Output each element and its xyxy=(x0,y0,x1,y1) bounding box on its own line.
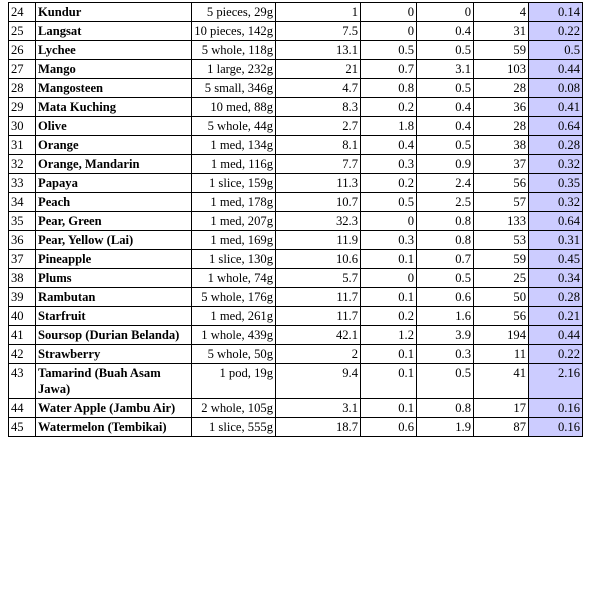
value-col-3: 0.4 xyxy=(417,117,474,136)
value-col-1: 1 xyxy=(276,3,361,22)
table-row xyxy=(9,117,583,136)
value-col-3: 0.5 xyxy=(417,79,474,98)
value-col-4: 25 xyxy=(474,269,529,288)
value-col-3: 0.5 xyxy=(417,364,474,399)
table-row xyxy=(9,326,583,345)
serving-size: 1 slice, 555g xyxy=(192,418,276,437)
value-col-1: 9.4 xyxy=(276,364,361,399)
fruit-name: Starfruit xyxy=(36,307,192,326)
row-number: 33 xyxy=(9,174,36,193)
table-row xyxy=(9,60,583,79)
value-col-4: 194 xyxy=(474,326,529,345)
value-col-4: 38 xyxy=(474,136,529,155)
value-col-2: 0 xyxy=(361,3,417,22)
value-col-5: 0.64 xyxy=(529,212,583,231)
fruit-name: Orange xyxy=(36,136,192,155)
row-number: 31 xyxy=(9,136,36,155)
value-col-5: 0.08 xyxy=(529,79,583,98)
value-col-1: 10.6 xyxy=(276,250,361,269)
table-row xyxy=(9,231,583,250)
value-col-4: 57 xyxy=(474,193,529,212)
serving-size: 10 med, 88g xyxy=(192,98,276,117)
value-col-1: 11.7 xyxy=(276,288,361,307)
value-col-2: 0.6 xyxy=(361,418,417,437)
serving-size: 5 small, 346g xyxy=(192,79,276,98)
value-col-5: 0.22 xyxy=(529,345,583,364)
table-row xyxy=(9,98,583,117)
value-col-2: 0.2 xyxy=(361,98,417,117)
serving-size: 1 med, 261g xyxy=(192,307,276,326)
value-col-1: 13.1 xyxy=(276,41,361,60)
serving-size: 1 med, 169g xyxy=(192,231,276,250)
row-number: 27 xyxy=(9,60,36,79)
value-col-4: 41 xyxy=(474,364,529,399)
row-number: 29 xyxy=(9,98,36,117)
value-col-2: 0.8 xyxy=(361,79,417,98)
value-col-5: 0.44 xyxy=(529,326,583,345)
fruit-name: Watermelon (Tembikai) xyxy=(36,418,192,437)
value-col-5: 0.31 xyxy=(529,231,583,250)
table-row xyxy=(9,399,583,418)
serving-size: 2 whole, 105g xyxy=(192,399,276,418)
value-col-5: 0.14 xyxy=(529,3,583,22)
value-col-5: 0.5 xyxy=(529,41,583,60)
value-col-4: 11 xyxy=(474,345,529,364)
serving-size: 5 whole, 176g xyxy=(192,288,276,307)
fruit-name: Pear, Yellow (Lai) xyxy=(36,231,192,250)
value-col-3: 1.6 xyxy=(417,307,474,326)
value-col-4: 4 xyxy=(474,3,529,22)
table-row xyxy=(9,174,583,193)
serving-size: 1 slice, 130g xyxy=(192,250,276,269)
value-col-4: 28 xyxy=(474,79,529,98)
table-row xyxy=(9,212,583,231)
table-row xyxy=(9,155,583,174)
value-col-2: 0 xyxy=(361,22,417,41)
value-col-1: 11.3 xyxy=(276,174,361,193)
value-col-2: 0.2 xyxy=(361,307,417,326)
value-col-3: 0.8 xyxy=(417,212,474,231)
value-col-5: 0.41 xyxy=(529,98,583,117)
fruit-name: Pear, Green xyxy=(36,212,192,231)
value-col-1: 5.7 xyxy=(276,269,361,288)
value-col-1: 8.3 xyxy=(276,98,361,117)
value-col-2: 0.1 xyxy=(361,399,417,418)
value-col-2: 0.1 xyxy=(361,288,417,307)
value-col-3: 1.9 xyxy=(417,418,474,437)
value-col-2: 0.7 xyxy=(361,60,417,79)
table-row xyxy=(9,345,583,364)
serving-size: 1 large, 232g xyxy=(192,60,276,79)
value-col-4: 28 xyxy=(474,117,529,136)
value-col-5: 0.44 xyxy=(529,60,583,79)
value-col-1: 32.3 xyxy=(276,212,361,231)
value-col-2: 0.2 xyxy=(361,174,417,193)
value-col-3: 0.5 xyxy=(417,269,474,288)
fruit-name: Strawberry xyxy=(36,345,192,364)
serving-size: 1 med, 207g xyxy=(192,212,276,231)
table-row xyxy=(9,288,583,307)
row-number: 24 xyxy=(9,3,36,22)
value-col-5: 0.22 xyxy=(529,22,583,41)
serving-size: 10 pieces, 142g xyxy=(192,22,276,41)
value-col-4: 87 xyxy=(474,418,529,437)
fruit-name: Orange, Mandarin xyxy=(36,155,192,174)
value-col-1: 8.1 xyxy=(276,136,361,155)
value-col-5: 0.35 xyxy=(529,174,583,193)
table-row xyxy=(9,41,583,60)
row-number: 42 xyxy=(9,345,36,364)
value-col-2: 1.2 xyxy=(361,326,417,345)
value-col-4: 59 xyxy=(474,250,529,269)
value-col-2: 0.4 xyxy=(361,136,417,155)
row-number: 45 xyxy=(9,418,36,437)
fruit-name: Olive xyxy=(36,117,192,136)
value-col-1: 2 xyxy=(276,345,361,364)
table-row xyxy=(9,136,583,155)
row-number: 34 xyxy=(9,193,36,212)
fruit-name: Soursop (Durian Belanda) xyxy=(36,326,192,345)
fruit-name: Pineapple xyxy=(36,250,192,269)
row-number: 28 xyxy=(9,79,36,98)
fruit-name: Rambutan xyxy=(36,288,192,307)
row-number: 35 xyxy=(9,212,36,231)
value-col-1: 21 xyxy=(276,60,361,79)
value-col-2: 0.1 xyxy=(361,250,417,269)
table-row xyxy=(9,193,583,212)
serving-size: 5 whole, 44g xyxy=(192,117,276,136)
serving-size: 1 slice, 159g xyxy=(192,174,276,193)
fruit-name: Lychee xyxy=(36,41,192,60)
fruit-name: Mata Kuching xyxy=(36,98,192,117)
value-col-3: 0.4 xyxy=(417,98,474,117)
value-col-4: 53 xyxy=(474,231,529,250)
value-col-5: 0.16 xyxy=(529,399,583,418)
value-col-5: 0.16 xyxy=(529,418,583,437)
value-col-2: 0 xyxy=(361,269,417,288)
value-col-3: 0.5 xyxy=(417,136,474,155)
value-col-4: 56 xyxy=(474,307,529,326)
serving-size: 1 med, 178g xyxy=(192,193,276,212)
fruit-name: Papaya xyxy=(36,174,192,193)
serving-size: 5 pieces, 29g xyxy=(192,3,276,22)
fruit-name: Langsat xyxy=(36,22,192,41)
value-col-5: 0.64 xyxy=(529,117,583,136)
value-col-5: 0.21 xyxy=(529,307,583,326)
row-number: 26 xyxy=(9,41,36,60)
value-col-2: 0.3 xyxy=(361,231,417,250)
fruit-name: Mango xyxy=(36,60,192,79)
table-row xyxy=(9,3,583,22)
value-col-3: 0.6 xyxy=(417,288,474,307)
value-col-2: 0.5 xyxy=(361,41,417,60)
row-number: 38 xyxy=(9,269,36,288)
fruit-name: Peach xyxy=(36,193,192,212)
value-col-4: 36 xyxy=(474,98,529,117)
value-col-3: 3.1 xyxy=(417,60,474,79)
value-col-1: 18.7 xyxy=(276,418,361,437)
value-col-1: 2.7 xyxy=(276,117,361,136)
value-col-3: 2.4 xyxy=(417,174,474,193)
value-col-1: 4.7 xyxy=(276,79,361,98)
table-row xyxy=(9,418,583,437)
value-col-3: 3.9 xyxy=(417,326,474,345)
value-col-3: 0.8 xyxy=(417,399,474,418)
row-number: 37 xyxy=(9,250,36,269)
fruit-name: Tamarind (Buah Asam Jawa) xyxy=(36,364,192,399)
value-col-1: 10.7 xyxy=(276,193,361,212)
value-col-3: 0.5 xyxy=(417,41,474,60)
value-col-4: 133 xyxy=(474,212,529,231)
value-col-4: 103 xyxy=(474,60,529,79)
value-col-5: 0.34 xyxy=(529,269,583,288)
value-col-3: 0.8 xyxy=(417,231,474,250)
serving-size: 5 whole, 118g xyxy=(192,41,276,60)
value-col-5: 0.45 xyxy=(529,250,583,269)
serving-size: 1 pod, 19g xyxy=(192,364,276,399)
value-col-4: 37 xyxy=(474,155,529,174)
table-row xyxy=(9,269,583,288)
value-col-3: 0 xyxy=(417,3,474,22)
value-col-5: 0.32 xyxy=(529,155,583,174)
value-col-2: 0.5 xyxy=(361,193,417,212)
value-col-3: 2.5 xyxy=(417,193,474,212)
serving-size: 1 med, 134g xyxy=(192,136,276,155)
value-col-4: 59 xyxy=(474,41,529,60)
serving-size: 1 whole, 439g xyxy=(192,326,276,345)
row-number: 41 xyxy=(9,326,36,345)
value-col-1: 11.9 xyxy=(276,231,361,250)
value-col-1: 7.7 xyxy=(276,155,361,174)
value-col-1: 42.1 xyxy=(276,326,361,345)
table-row xyxy=(9,79,583,98)
serving-size: 1 med, 116g xyxy=(192,155,276,174)
row-number: 32 xyxy=(9,155,36,174)
value-col-1: 3.1 xyxy=(276,399,361,418)
fruit-name: Plums xyxy=(36,269,192,288)
serving-size: 1 whole, 74g xyxy=(192,269,276,288)
value-col-5: 0.28 xyxy=(529,288,583,307)
value-col-2: 0 xyxy=(361,212,417,231)
value-col-3: 0.4 xyxy=(417,22,474,41)
value-col-2: 0.1 xyxy=(361,364,417,399)
fruit-name: Kundur xyxy=(36,3,192,22)
value-col-5: 2.16 xyxy=(529,364,583,399)
row-number: 44 xyxy=(9,399,36,418)
fruit-name: Water Apple (Jambu Air) xyxy=(36,399,192,418)
value-col-3: 0.7 xyxy=(417,250,474,269)
table-body xyxy=(9,3,583,437)
table-row xyxy=(9,22,583,41)
row-number: 25 xyxy=(9,22,36,41)
value-col-5: 0.32 xyxy=(529,193,583,212)
value-col-2: 0.3 xyxy=(361,155,417,174)
fruit-name: Mangosteen xyxy=(36,79,192,98)
row-number: 43 xyxy=(9,364,36,399)
value-col-5: 0.28 xyxy=(529,136,583,155)
value-col-4: 31 xyxy=(474,22,529,41)
fruit-nutrition-table xyxy=(8,2,583,437)
value-col-4: 17 xyxy=(474,399,529,418)
value-col-1: 7.5 xyxy=(276,22,361,41)
row-number: 40 xyxy=(9,307,36,326)
row-number: 30 xyxy=(9,117,36,136)
serving-size: 5 whole, 50g xyxy=(192,345,276,364)
value-col-2: 1.8 xyxy=(361,117,417,136)
row-number: 36 xyxy=(9,231,36,250)
value-col-2: 0.1 xyxy=(361,345,417,364)
table-row xyxy=(9,250,583,269)
value-col-4: 56 xyxy=(474,174,529,193)
value-col-3: 0.3 xyxy=(417,345,474,364)
row-number: 39 xyxy=(9,288,36,307)
value-col-4: 50 xyxy=(474,288,529,307)
table-row xyxy=(9,364,583,399)
table-row xyxy=(9,307,583,326)
value-col-1: 11.7 xyxy=(276,307,361,326)
value-col-3: 0.9 xyxy=(417,155,474,174)
